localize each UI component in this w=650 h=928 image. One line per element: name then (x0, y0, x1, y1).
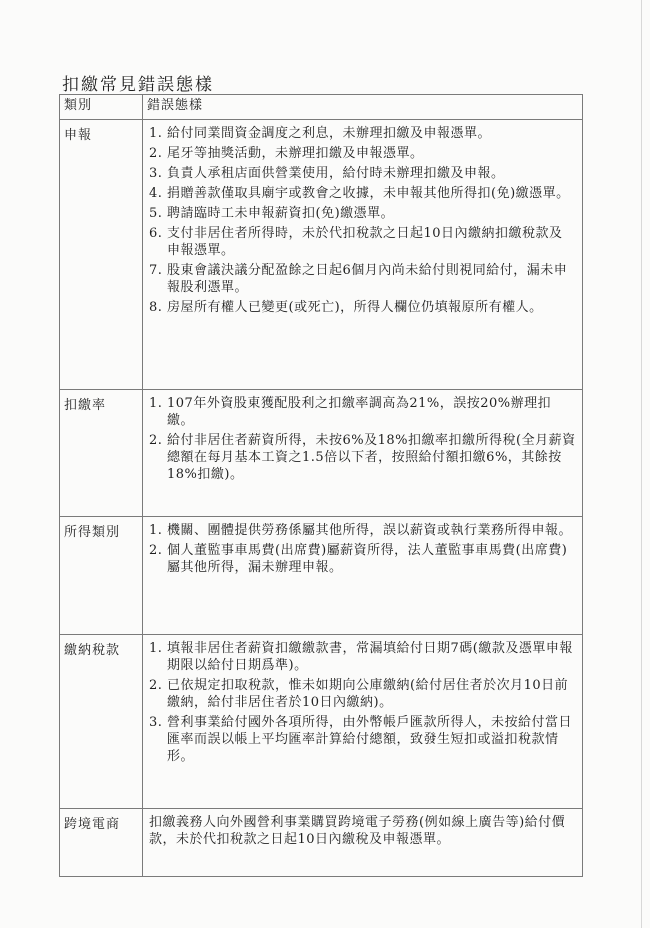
list-item (149, 299, 576, 316)
description-cell (143, 809, 583, 877)
item-text: 聘請臨時工未申報薪資扣(免)繳憑單。 (167, 206, 395, 221)
list-item (149, 542, 576, 576)
error-list (149, 522, 576, 576)
item-number: 2. (149, 678, 163, 693)
item-text: 填報非居住者薪資扣繳繳款書，常漏填給付日期7碼(繳款及憑單申報期限以給付日期爲準)。 (167, 641, 573, 673)
item-number: 8. (149, 300, 163, 315)
item-number: 6. (149, 226, 163, 241)
description-cell (143, 390, 583, 517)
list-item (149, 640, 576, 674)
description-cell (143, 517, 583, 635)
item-text: 支付非居住者所得時，未於代扣稅款之日起10日內繳納扣繳稅款及申報憑單。 (167, 226, 563, 258)
description-cell (143, 635, 583, 809)
list-item (149, 225, 576, 259)
item-number: 1. (149, 523, 163, 538)
list-item (149, 714, 576, 765)
error-list (149, 395, 576, 483)
header-category: 類別 (60, 95, 143, 120)
error-patterns-table (59, 94, 583, 877)
item-number: 1. (149, 396, 163, 411)
item-text: 給付同業間資金調度之利息，未辦理扣繳及申報憑單。 (167, 126, 492, 141)
table-row-withholding-rate (60, 390, 583, 517)
header-error-pattern: 錯誤態樣 (143, 95, 583, 120)
list-item (149, 145, 576, 162)
list-item (149, 262, 576, 296)
scan-edge-line (641, 0, 642, 928)
item-number: 2. (149, 146, 163, 161)
category-cell: 所得類別 (60, 517, 143, 635)
category-cell: 跨境電商 (60, 809, 143, 877)
table-header-row (60, 95, 583, 120)
list-item (149, 395, 576, 429)
item-number: 3. (149, 166, 163, 181)
item-number: 7. (149, 263, 163, 278)
item-text: 負責人承租店面供營業使用，給付時未辦理扣繳及申報。 (167, 166, 505, 181)
list-item (149, 522, 576, 539)
item-text: 給付非居住者薪資所得，未按6%及18%扣繳率扣繳所得稅(全月薪資總額在每月基本工資之1.5倍以下者，按照給付額扣繳6%，其餘按18%扣繳)。 (167, 433, 576, 482)
error-list (149, 125, 576, 316)
item-text: 捐贈善款僅取具廟宇或教會之收據，未申報其他所得扣(免)繳憑單。 (167, 186, 570, 201)
item-number: 1. (149, 641, 163, 656)
table-row-tax-payment (60, 635, 583, 809)
item-text: 房屋所有權人已變更(或死亡)，所得人欄位仍填報原所有權人。 (167, 300, 543, 315)
item-number: 5. (149, 206, 163, 221)
list-item (149, 125, 576, 142)
table-row-filing (60, 120, 583, 390)
item-text: 107年外資股東獲配股利之扣繳率調高為21%，誤按20%辦理扣繳。 (167, 396, 552, 428)
description-text: 扣繳義務人向外國營利事業購買跨境電子勞務(例如線上廣告等)給付價款，未於代扣稅款之日起10日內繳稅及申報憑單。 (149, 815, 566, 847)
table-row-income-category (60, 517, 583, 635)
list-item (149, 677, 576, 711)
item-text: 尾牙等抽獎活動，未辦理扣繳及申報憑單。 (167, 146, 424, 161)
item-number: 2. (149, 543, 163, 558)
list-item (149, 185, 576, 202)
item-text: 已依規定扣取稅款，惟未如期向公庫繳納(給付居住者於次月10日前繳納，給付非居住者於10日內繳納)。 (167, 678, 569, 710)
document-title: 扣繳常見錯誤態樣 (62, 75, 214, 95)
item-number: 3. (149, 715, 163, 730)
error-list (149, 640, 576, 765)
list-item (149, 205, 576, 222)
list-item (149, 432, 576, 483)
item-text: 個人董監事車馬費(出席費)屬薪資所得，法人董監事車馬費(出席費)屬其他所得，漏未辦理申報。 (167, 543, 568, 575)
item-text: 營利事業給付國外各項所得，由外幣帳戶匯款所得人，未按給付當日匯率而誤以帳上平均匯率計算給付總額，致發生短扣或溢扣稅款情形。 (167, 715, 573, 764)
item-number: 2. (149, 433, 163, 448)
item-number: 4. (149, 186, 163, 201)
list-item (149, 165, 576, 182)
description-cell (143, 120, 583, 390)
category-cell: 繳納稅款 (60, 635, 143, 809)
item-number: 1. (149, 126, 163, 141)
category-cell: 申報 (60, 120, 143, 390)
category-cell: 扣繳率 (60, 390, 143, 517)
item-text: 股東會議決議分配盈餘之日起6個月內尚未給付則視同給付，漏未申報股利憑單。 (167, 263, 568, 295)
item-text: 機關、團體提供勞務係屬其他所得，誤以薪資或執行業務所得申報。 (167, 523, 573, 538)
table-row-cross-border-ecommerce (60, 809, 583, 877)
